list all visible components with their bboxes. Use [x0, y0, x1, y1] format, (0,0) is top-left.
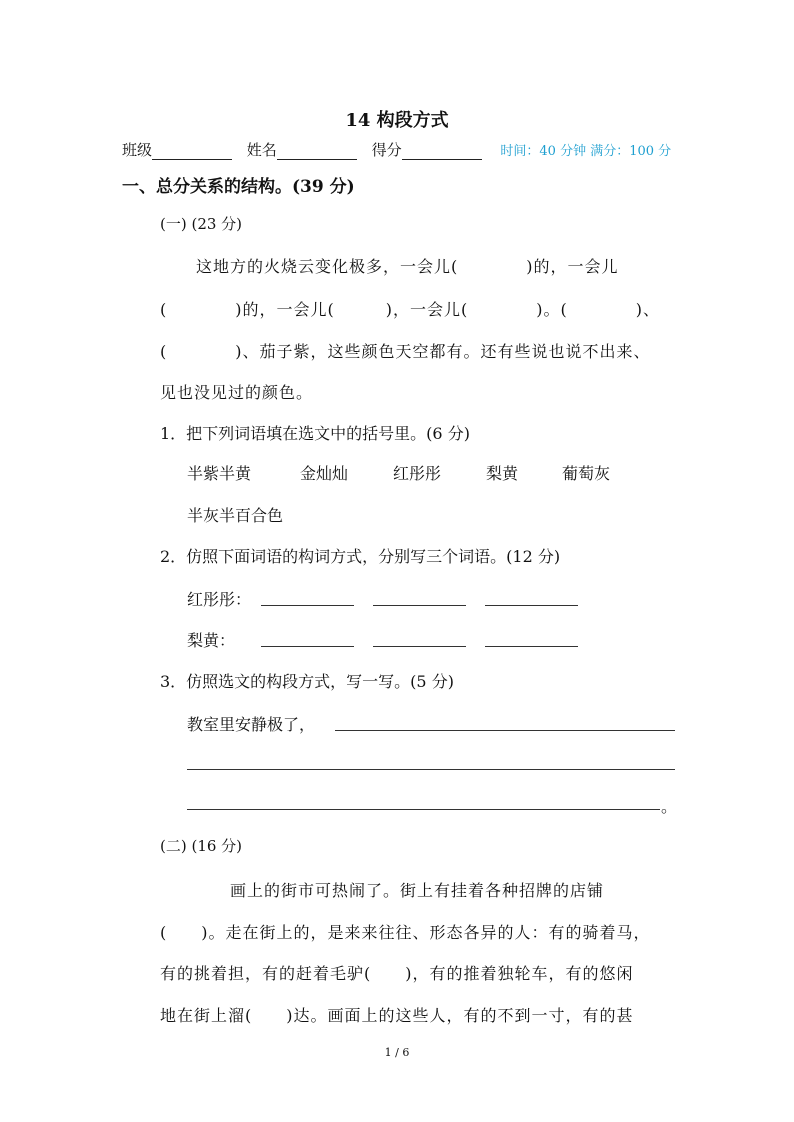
part2-label: (二) (16 分) — [160, 837, 243, 855]
answer-blank[interactable] — [485, 646, 578, 647]
word-option: 半紫半黄 — [187, 464, 252, 483]
writing-line[interactable] — [187, 809, 660, 810]
answer-blank[interactable] — [373, 605, 466, 606]
q2-row1-label: 红彤彤： — [187, 590, 252, 609]
passage2-line4: 地在街上溜( )达。画面上的这些人，有的不到一寸，有的甚 — [160, 1006, 634, 1025]
passage2-line3: 有的挑着担，有的赶着毛驴( )，有的推着独轮车，有的悠闲 — [160, 964, 634, 983]
class-label: 班级 — [122, 141, 153, 159]
passage2-line1: 画上的街市可热闹了。街上有挂着各种招牌的店铺 — [230, 881, 605, 900]
passage1-line3: ( )、茄子紫，这些颜色天空都有。还有些说也说不出来、 — [160, 342, 651, 361]
name-blank[interactable] — [277, 145, 357, 160]
word-option: 葡萄灰 — [562, 464, 611, 483]
answer-blank[interactable] — [485, 605, 578, 606]
word-option: 梨黄 — [486, 464, 519, 483]
word-option: 红彤彤 — [393, 464, 442, 483]
question-1: 1．把下列词语填在选文中的括号里。(6 分) — [160, 424, 470, 443]
answer-blank[interactable] — [261, 646, 354, 647]
info-row — [122, 139, 671, 160]
q3-end-mark: 。 — [661, 797, 678, 816]
name-label: 姓名 — [246, 141, 277, 159]
page-title: 14 构段方式 — [345, 110, 449, 131]
q2-row2-label: 梨黄： — [187, 631, 236, 650]
section-heading: 一、总分关系的结构。(39 分) — [122, 177, 355, 197]
question-2: 2．仿照下面词语的构词方式，分别写三个词语。(12 分) — [160, 547, 561, 566]
answer-blank[interactable] — [373, 646, 466, 647]
question-3: 3．仿照选文的构段方式，写一写。(5 分) — [160, 672, 454, 691]
word-option: 金灿灿 — [300, 464, 349, 483]
passage1-line1: 这地方的火烧云变化极多，一会儿( )的，一会儿 — [196, 257, 619, 276]
part1-label: (一) (23 分) — [160, 215, 243, 233]
writing-line[interactable] — [335, 730, 675, 731]
score-label: 得分 — [371, 141, 402, 159]
writing-line[interactable] — [187, 769, 675, 770]
passage1-line4: 见也没见过的颜色。 — [160, 383, 314, 402]
word-option: 半灰半百合色 — [187, 506, 284, 525]
class-blank[interactable] — [152, 145, 232, 160]
q3-start-text: 教室里安静极了， — [187, 715, 316, 734]
page-number: 1 / 6 — [384, 1046, 410, 1059]
time-info: 时间：40 分钟 满分：100 分 — [500, 144, 672, 159]
passage2-line2: ( )。走在街上的，是来来往往、形态各异的人：有的骑着马， — [160, 923, 651, 942]
answer-blank[interactable] — [261, 605, 354, 606]
passage1-line2: ( )的，一会儿( )，一会儿( )。( )、 — [160, 300, 660, 319]
score-blank[interactable] — [402, 145, 482, 160]
